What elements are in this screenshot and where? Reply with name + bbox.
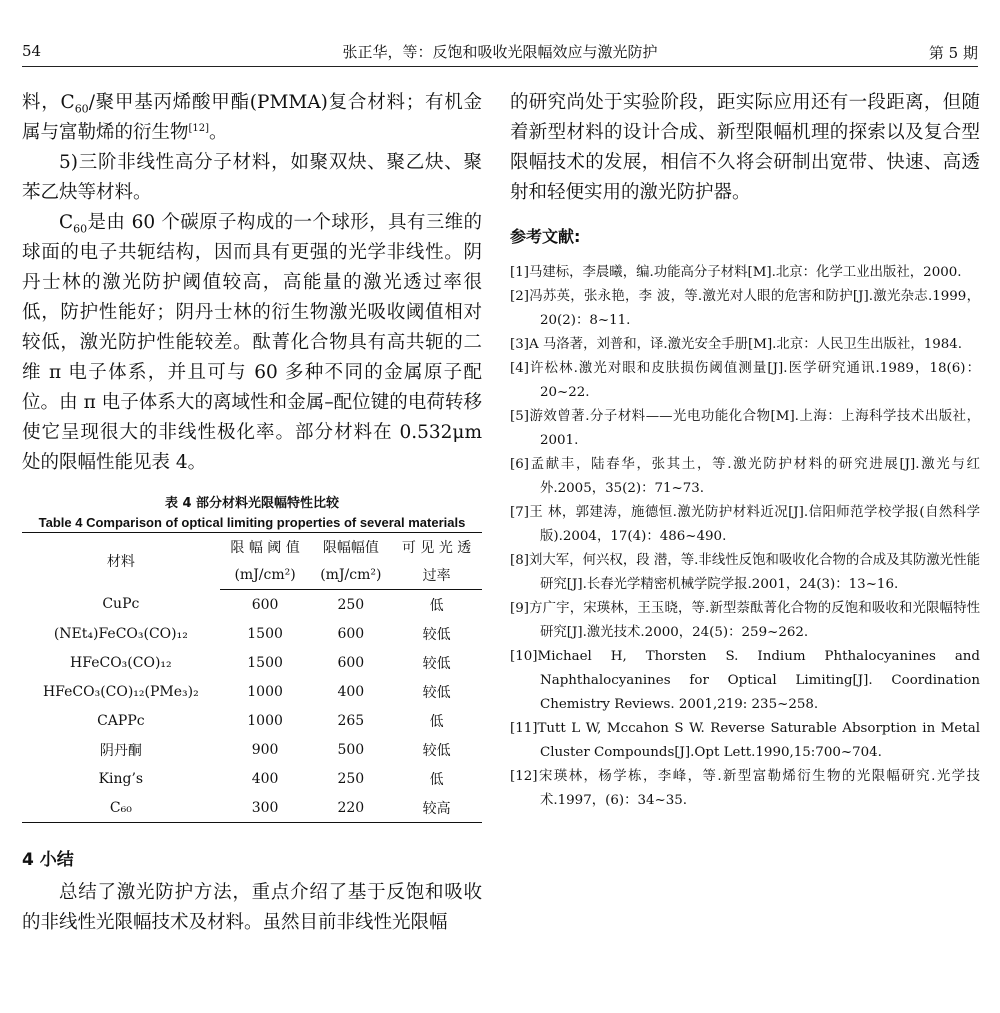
reference-item: [10]Michael H, Thorsten S. Indium Phthalocyanines and Naphthalocyanines for Optical Limiting[J]. Coordination Chemistry Reviews. 2001,219: 235~258.	[510, 649, 980, 712]
paragraph-summary: 总结了激光防护方法，重点介绍了基于反饱和吸收的非线性光限幅技术及材料。虽然目前非线性光限幅	[22, 882, 482, 933]
table-row: (NEt₄)FeCO₃(CO)₁₂ 1500 600 较低	[53, 625, 451, 643]
table-row: HFeCO₃(CO)₁₂ 1500 600 较低	[70, 654, 451, 672]
table-row: King’s 400 250 低	[98, 770, 444, 788]
reference-item: [1]马建标，李晨曦，编.功能高分子材料[M].北京：化学工业出版社，2000.	[510, 265, 962, 280]
reference-item: [5]游效曾著.分子材料——光电功能化合物[M].上海：上海科学技术出版社，2001.	[510, 409, 980, 448]
paragraph-summary-continued: 的研究尚处于实验阶段，距实际应用还有一段距离，但随着新型材料的设计合成、新型限幅机理的探索以及复合型限幅技术的发展，相信不久将会研制出宽带、快速、高透射和轻便实用的激光防护器。	[510, 92, 980, 203]
running-header	[22, 36, 978, 66]
reference-item: [7]王 林，郭建涛，施德恒.激光防护材料近况[J].信阳师范学校学报(自然科学版).2004，17(4)：486~490.	[510, 505, 980, 544]
table-caption-en: Table 4 Comparison of optical limiting properties of several materials	[38, 515, 466, 530]
paragraph-c60-structure: $C_{60}$是由 60 个碳原子构成的一个球形，具有三维的球面的电子共轭结构，因而具有更强的光学非线性。阴丹士林的激光防护阈值较高，高能量的激光透过率很低，防护性能好；阴丹士林的衍生物激光吸收阈值相对较低，激光防护性能较差。酞菁化合物具有高共轭的二维 π 电子体系，并且可与 60 多种不同的金属原子配位。由 π 电子体系大的离域性和金属–配位键的电荷转移使它呈现很大的非线性极化率。部分材料在 0.532μm 处的限幅性能见表 4。	[22, 212, 482, 473]
reference-item: [9]方广宇，宋瑛林，王玉晓，等.新型萘酞菁化合物的反饱和吸收和光限幅特性研究[J].激光技术.2000，24(5)：259~262.	[510, 601, 980, 640]
header-threshold: 限 幅 阈 值	[230, 540, 300, 556]
header-rule	[22, 66, 978, 67]
issue-number: 第 5 期	[928, 44, 978, 62]
right-column	[510, 88, 980, 813]
paragraph-polymers: 5)三阶非线性高分子材料，如聚双炔、聚乙炔、聚苯乙炔等材料。	[22, 152, 482, 203]
reference-item: [11]Tutt L W, Mccahon S W. Reverse Saturable Absorption in Metal Cluster Compounds[J].Opt Lett.1990,15:700~704.	[510, 721, 980, 760]
table-row: C₆₀ 300 220 较高	[109, 799, 451, 817]
table-row: HFeCO₃(CO)₁₂(PMe₃)₂ 1000 400 较低	[42, 683, 451, 701]
header-transmission: 可 见 光 透	[401, 540, 472, 556]
reference-item: [3]A 马洛著，刘普和，译.激光安全手册[M].北京：人民卫生出版社，1984.	[510, 337, 963, 352]
header-material: 材料	[106, 554, 135, 571]
table-row: CAPPc 1000 265 低	[97, 712, 444, 730]
table-caption-cn: 表 4 部分材料光限幅特性比较	[164, 496, 340, 511]
header-amplitude-unit: (mJ/cm²)	[310, 561, 391, 590]
paragraph-c60-composites: 料，$C_{60}/$聚甲基丙烯酸甲酯(PMMA)复合材料；有机金属与富勒烯的衍生物[12]。	[22, 92, 482, 143]
table-row: CuPc 600 250 低	[102, 596, 444, 614]
left-column	[22, 88, 482, 938]
reference-item: [8]刘大军，何兴权，段 潜，等.非线性反饱和吸收化合物的合成及其防激光性能研究[J].长春光学精密机械学院学报.2001，24(3)：13~16.	[510, 553, 980, 592]
reference-item: [12]宋瑛林，杨学栋，李峰，等.新型富勒烯衍生物的光限幅研究.光学技术.1997，(6)：34~35.	[510, 769, 980, 808]
running-title: 张正华，等：反饱和吸收光限幅效应与激光防护	[342, 43, 658, 61]
optical-limiting-table	[22, 532, 482, 823]
header-transmission-2: 过率	[391, 561, 482, 590]
section-heading-summary: 4 小结	[22, 850, 74, 870]
reference-item: [2]冯苏英，张永艳，李 波，等.激光对人眼的危害和防护[J].激光杂志.1999，20(2)：8~11.	[510, 289, 980, 328]
table-row: 阴丹酮 900 500 较低	[99, 741, 451, 759]
reference-item: [4]许松林.激光对眼和皮肤损伤阈值测量[J].医学研究通讯.1989，18(6)：20~22.	[510, 361, 980, 400]
page-number: 54	[22, 42, 42, 60]
references-heading: 参考文献:	[510, 227, 581, 246]
header-threshold-unit: (mJ/cm²)	[220, 561, 311, 590]
header-amplitude: 限幅幅值	[322, 540, 379, 556]
reference-list	[510, 261, 980, 813]
reference-item: [6]孟献丰，陆春华，张其土，等.激光防护材料的研究进展[J].激光与红外.2005，35(2)：71~73.	[510, 457, 980, 496]
